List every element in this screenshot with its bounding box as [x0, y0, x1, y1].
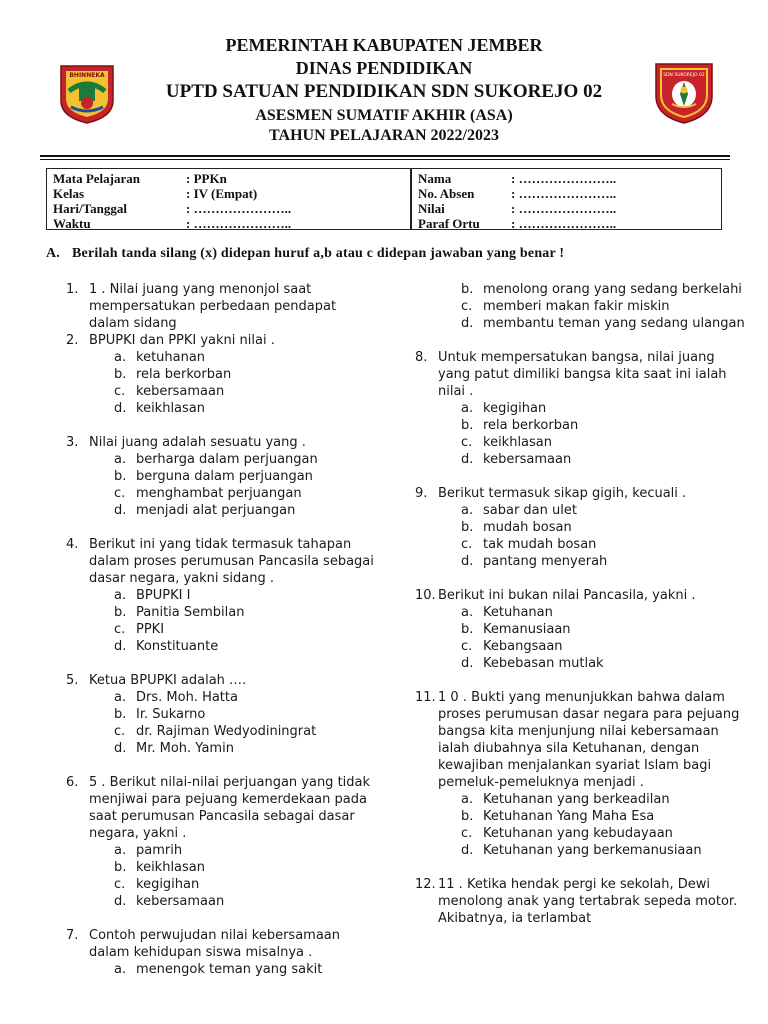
- letterhead: [0, 36, 768, 144]
- option-text: menghambat perjuangan: [136, 486, 302, 501]
- answer-option[interactable]: [114, 706, 376, 723]
- answer-option[interactable]: [461, 451, 745, 468]
- answer-option[interactable]: [461, 553, 745, 570]
- option-text: kebersamaan: [136, 894, 225, 909]
- option-letter: a.: [114, 350, 127, 365]
- question-spacer: [415, 332, 745, 349]
- header-divider-thin: [40, 159, 730, 160]
- option-text: rela berkorban: [483, 418, 579, 433]
- option-letter: b.: [114, 860, 127, 875]
- questions-right-column: [415, 281, 745, 927]
- section-letter: A.: [46, 246, 61, 261]
- answer-option[interactable]: [114, 893, 376, 910]
- answer-option[interactable]: [114, 961, 376, 978]
- option-letter: d.: [461, 554, 474, 569]
- question-item: [66, 332, 376, 349]
- info-label: Nama: [418, 171, 452, 186]
- info-row: [53, 171, 404, 186]
- answer-option[interactable]: [114, 451, 376, 468]
- option-text: Konstituante: [136, 639, 219, 654]
- answer-option[interactable]: [461, 604, 745, 621]
- info-row: [418, 171, 715, 186]
- svg-text:BHINNEKA: BHINNEKA: [69, 72, 105, 79]
- option-list: [114, 587, 376, 655]
- answer-option[interactable]: [114, 485, 376, 502]
- option-letter: a.: [461, 503, 474, 518]
- section-instruction: [46, 246, 564, 262]
- option-letter: d.: [114, 401, 127, 416]
- option-text: Ir. Sukarno: [136, 707, 206, 722]
- option-text: keikhlasan: [136, 401, 205, 416]
- question-item: [66, 672, 376, 689]
- option-text: Kebangsaan: [483, 639, 563, 654]
- option-text: kegigihan: [483, 401, 547, 416]
- question-text: Berikut ini bukan nilai Pancasila, yakni .: [438, 588, 696, 603]
- question-number: 5.: [66, 673, 79, 688]
- option-text: ketuhanan: [136, 350, 206, 365]
- option-text: sabar dan ulet: [483, 503, 577, 518]
- info-value[interactable]: : …………………..: [186, 216, 292, 231]
- question-number: 8.: [415, 350, 428, 365]
- option-list: [461, 791, 745, 859]
- info-row: [53, 201, 404, 216]
- option-text: Panitia Sembilan: [136, 605, 245, 620]
- answer-option[interactable]: [461, 281, 745, 298]
- question-item: [415, 587, 745, 604]
- question-item: [415, 485, 745, 502]
- option-letter: b.: [114, 367, 127, 382]
- question-spacer: [415, 672, 745, 689]
- option-letter: a.: [461, 401, 474, 416]
- question-text: 1 0 . Bukti yang menunjukkan bahwa dalam proses perumusan dasar negara para pejuang bangsa kita menjunjung nilai kebersamaan ialah diubahnya sila Ketuhanan, dengan kewajiban menjalankan syariat Islam bagi pemeluk-pemeluknya menjadi .: [438, 690, 740, 790]
- question-text: 5 . Berikut nilai-nilai perjuangan yang tidak menjiwai para pejuang kemerdekaan pada saat perumusan Pancasila sebagai dasar negara, yakni .: [89, 775, 371, 841]
- answer-option[interactable]: [461, 842, 745, 859]
- option-letter: c.: [461, 826, 473, 841]
- answer-option[interactable]: [114, 604, 376, 621]
- question-item: [415, 876, 745, 927]
- option-text: menjadi alat perjuangan: [136, 503, 296, 518]
- answer-option[interactable]: [461, 655, 745, 672]
- option-text: tak mudah bosan: [483, 537, 597, 552]
- option-letter: c.: [461, 299, 473, 314]
- option-text: kegigihan: [136, 877, 200, 892]
- info-row: [418, 201, 715, 216]
- answer-option[interactable]: [114, 859, 376, 876]
- info-row: [53, 216, 404, 231]
- question-number: 4.: [66, 537, 79, 552]
- option-letter: b.: [461, 282, 474, 297]
- answer-option[interactable]: [461, 621, 745, 638]
- question-number: 9.: [415, 486, 428, 501]
- option-letter: d.: [461, 656, 474, 671]
- option-text: Ketuhanan Yang Maha Esa: [483, 809, 655, 824]
- question-number: 1.: [66, 282, 79, 297]
- option-letter: a.: [114, 843, 127, 858]
- option-text: kebersamaan: [136, 384, 225, 399]
- info-value[interactable]: : …………………..: [511, 186, 617, 201]
- header-line-5: TAHUN PELAJARAN 2022/2023: [269, 127, 499, 144]
- option-letter: d.: [114, 639, 127, 654]
- info-row: [418, 186, 715, 201]
- answer-option[interactable]: [461, 825, 745, 842]
- option-text: Kemanusiaan: [483, 622, 571, 637]
- info-value[interactable]: : PPKn: [186, 171, 227, 186]
- option-letter: d.: [114, 503, 127, 518]
- option-letter: b.: [114, 707, 127, 722]
- question-spacer: [66, 519, 376, 536]
- question-spacer: [66, 655, 376, 672]
- info-label: Nilai: [418, 201, 445, 216]
- answer-option[interactable]: [114, 842, 376, 859]
- answer-option[interactable]: [461, 502, 745, 519]
- option-text: Drs. Moh. Hatta: [136, 690, 238, 705]
- option-letter: c.: [114, 724, 126, 739]
- header-line-3: UPTD SATUAN PENDIDIKAN SDN SUKOREJO 02: [165, 81, 603, 102]
- answer-option[interactable]: [461, 434, 745, 451]
- answer-option[interactable]: [114, 740, 376, 757]
- question-text: Ketua BPUPKI adalah ….: [89, 673, 247, 688]
- question-spacer: [66, 757, 376, 774]
- answer-option[interactable]: [461, 638, 745, 655]
- question-item: [66, 774, 376, 842]
- option-text: mudah bosan: [483, 520, 572, 535]
- answer-option[interactable]: [461, 791, 745, 808]
- info-value[interactable]: : IV (Empat): [186, 186, 258, 201]
- answer-option[interactable]: [114, 876, 376, 893]
- option-letter: c.: [461, 639, 473, 654]
- answer-option[interactable]: [114, 366, 376, 383]
- question-number: 2.: [66, 333, 79, 348]
- question-item: [66, 434, 376, 451]
- answer-option[interactable]: [114, 689, 376, 706]
- question-item: [415, 689, 745, 791]
- option-list: [461, 502, 745, 570]
- option-letter: d.: [114, 894, 127, 909]
- info-label: No. Absen: [418, 186, 475, 201]
- option-text: BPUPKI I: [136, 588, 191, 603]
- info-value[interactable]: : …………………..: [511, 201, 617, 216]
- option-text: Ketuhanan yang berkemanusiaan: [483, 843, 702, 858]
- header-line-4: ASESMEN SUMATIF AKHIR (ASA): [255, 107, 513, 124]
- question-spacer: [415, 570, 745, 587]
- question-item: [66, 281, 376, 332]
- answer-option[interactable]: [114, 638, 376, 655]
- option-letter: c.: [461, 537, 473, 552]
- question-number: 11.: [415, 690, 436, 705]
- option-list: [461, 604, 745, 672]
- option-text: rela berkorban: [136, 367, 232, 382]
- option-letter: d.: [461, 843, 474, 858]
- option-letter: b.: [461, 809, 474, 824]
- info-label: Kelas: [53, 186, 85, 201]
- question-number: 12.: [415, 877, 436, 892]
- option-text: Kebebasan mutlak: [483, 656, 604, 671]
- question-text: BPUPKI dan PPKI yakni nilai .: [89, 333, 275, 348]
- answer-option[interactable]: [114, 723, 376, 740]
- question-item: [66, 536, 376, 587]
- question-number: 6.: [66, 775, 79, 790]
- option-text: Ketuhanan yang kebudayaan: [483, 826, 673, 841]
- option-letter: c.: [114, 877, 126, 892]
- question-spacer: [415, 859, 745, 876]
- question-number: 10.: [415, 588, 436, 603]
- option-letter: a.: [114, 962, 127, 977]
- answer-option[interactable]: [114, 400, 376, 417]
- option-list-continued: [461, 281, 745, 332]
- option-letter: b.: [461, 418, 474, 433]
- header-line-1: PEMERINTAH KABUPATEN JEMBER: [225, 35, 543, 55]
- option-list: [114, 961, 376, 978]
- option-letter: b.: [461, 520, 474, 535]
- option-text: keikhlasan: [136, 860, 205, 875]
- option-text: menengok teman yang sakit: [136, 962, 323, 977]
- answer-option[interactable]: [114, 383, 376, 400]
- info-value[interactable]: : …………………..: [511, 171, 617, 186]
- question-number: 7.: [66, 928, 79, 943]
- question-spacer: [66, 417, 376, 434]
- option-letter: a.: [114, 690, 127, 705]
- question-text: Contoh perwujudan nilai kebersamaan dalam kehidupan siswa misalnya .: [89, 928, 341, 960]
- info-row: [53, 186, 404, 201]
- option-letter: c.: [114, 486, 126, 501]
- option-list: [114, 842, 376, 910]
- option-letter: c.: [461, 435, 473, 450]
- option-letter: a.: [114, 588, 127, 603]
- info-label: Paraf Ortu: [418, 216, 480, 231]
- option-text: membantu teman yang sedang ulangan: [483, 316, 745, 331]
- question-number: 3.: [66, 435, 79, 450]
- question-item: [415, 349, 745, 400]
- subject-info-box: [46, 168, 411, 230]
- questions-left-column: [66, 281, 376, 978]
- answer-option[interactable]: [114, 468, 376, 485]
- instruction-text: Berilah tanda silang (x) didepan huruf a,b atau c didepan jawaban yang benar !: [72, 246, 565, 261]
- option-text: Mr. Moh. Yamin: [136, 741, 234, 756]
- info-value[interactable]: : …………………..: [186, 201, 292, 216]
- option-text: dr. Rajiman Wedyodiningrat: [136, 724, 317, 739]
- answer-option[interactable]: [461, 400, 745, 417]
- question-item: [66, 927, 376, 961]
- question-spacer: [66, 910, 376, 927]
- option-list: [114, 451, 376, 519]
- question-text: 11 . Ketika hendak pergi ke sekolah, Dewi menolong anak yang tertabrak sepeda motor. Akibatnya, ia terlambat: [438, 877, 738, 926]
- option-text: berguna dalam perjuangan: [136, 469, 313, 484]
- option-letter: c.: [114, 622, 126, 637]
- answer-option[interactable]: [114, 502, 376, 519]
- question-text: Untuk mempersatukan bangsa, nilai juang yang patut dimiliki bangsa kita saat ini ialah nilai .: [438, 350, 727, 399]
- option-letter: a.: [461, 792, 474, 807]
- option-list: [461, 400, 745, 468]
- answer-option[interactable]: [461, 298, 745, 315]
- question-text: Nilai juang adalah sesuatu yang .: [89, 435, 306, 450]
- option-letter: d.: [114, 741, 127, 756]
- question-text: Berikut ini yang tidak termasuk tahapan dalam proses perumusan Pancasila sebagai dasar negara, yakni sidang .: [89, 537, 374, 586]
- option-letter: b.: [114, 469, 127, 484]
- option-text: PPKI: [136, 622, 165, 637]
- option-text: pamrih: [136, 843, 183, 858]
- option-text: keikhlasan: [483, 435, 552, 450]
- answer-option[interactable]: [114, 587, 376, 604]
- option-letter: c.: [114, 384, 126, 399]
- option-letter: d.: [461, 452, 474, 467]
- option-text: Ketuhanan yang berkeadilan: [483, 792, 670, 807]
- answer-option[interactable]: [461, 519, 745, 536]
- option-letter: d.: [461, 316, 474, 331]
- question-text: Berikut termasuk sikap gigih, kecuali .: [438, 486, 687, 501]
- option-text: memberi makan fakir miskin: [483, 299, 670, 314]
- student-info-box: [411, 168, 722, 230]
- svg-text:SDN SUKOREJO 02: SDN SUKOREJO 02: [663, 73, 705, 78]
- question-spacer: [415, 468, 745, 485]
- option-text: menolong orang yang sedang berkelahi: [483, 282, 742, 297]
- option-letter: a.: [461, 605, 474, 620]
- option-letter: a.: [114, 452, 127, 467]
- answer-option[interactable]: [461, 315, 745, 332]
- option-text: pantang menyerah: [483, 554, 608, 569]
- option-text: Ketuhanan: [483, 605, 553, 620]
- question-text: 1 . Nilai juang yang menonjol saat mempersatukan perbedaan pendapat dalam sidang: [89, 282, 337, 331]
- option-letter: b.: [461, 622, 474, 637]
- info-row: [418, 216, 715, 231]
- info-label: Waktu: [53, 216, 91, 231]
- option-letter: b.: [114, 605, 127, 620]
- option-list: [114, 349, 376, 417]
- info-label: Hari/Tanggal: [53, 201, 127, 216]
- info-label: Mata Pelajaran: [53, 171, 141, 186]
- header-divider-thick: [40, 155, 730, 157]
- info-value[interactable]: : …………………..: [511, 216, 617, 231]
- option-text: kebersamaan: [483, 452, 572, 467]
- answer-option[interactable]: [114, 621, 376, 638]
- answer-option[interactable]: [461, 808, 745, 825]
- answer-option[interactable]: [461, 417, 745, 434]
- option-text: berharga dalam perjuangan: [136, 452, 318, 467]
- option-list: [114, 689, 376, 757]
- answer-option[interactable]: [461, 536, 745, 553]
- answer-option[interactable]: [114, 349, 376, 366]
- header-line-2: DINAS PENDIDIKAN: [295, 58, 473, 78]
